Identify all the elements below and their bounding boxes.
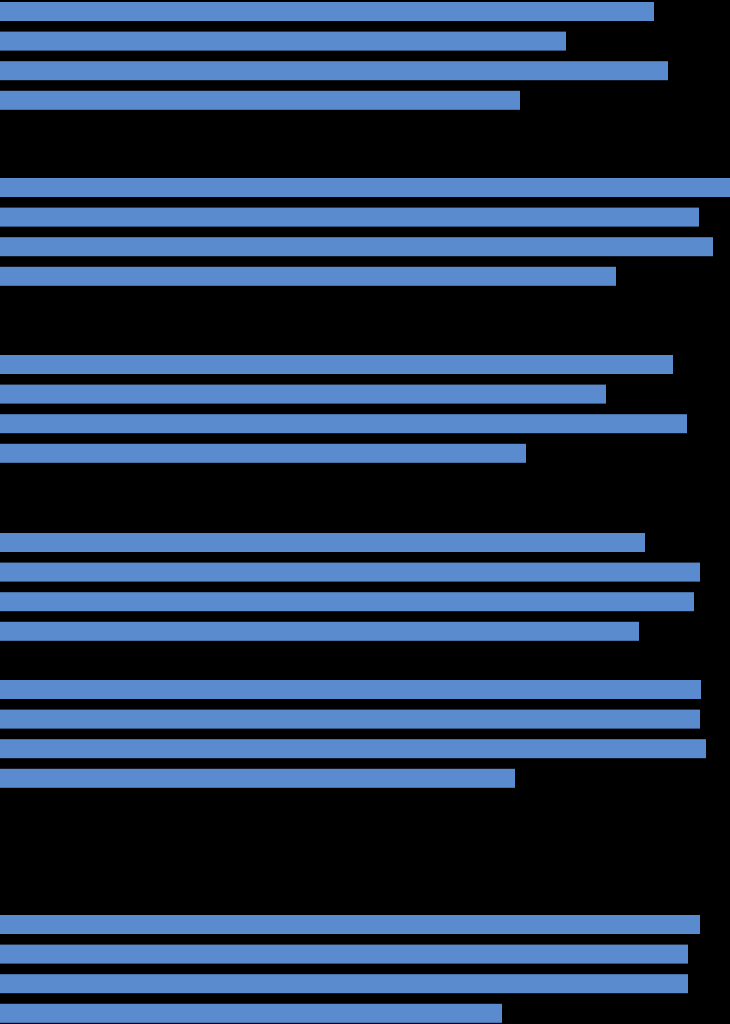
bar-4-3 (0, 592, 694, 611)
bar-3-4 (0, 444, 526, 463)
bar-6-4 (0, 1004, 502, 1023)
bar-2-4 (0, 267, 616, 286)
bar-2-2 (0, 208, 699, 227)
bar-3-2 (0, 385, 606, 404)
bar-5-1 (0, 680, 701, 699)
bar-6-1 (0, 915, 700, 934)
bar-4-4 (0, 622, 639, 641)
bar-3-3 (0, 414, 687, 433)
bar-1-1 (0, 2, 654, 21)
bar-4-1 (0, 533, 645, 552)
bar-2-1 (0, 178, 730, 197)
bar-5-4 (0, 769, 515, 788)
bar-1-2 (0, 32, 566, 51)
bar-5-2 (0, 710, 700, 729)
bar-4-2 (0, 563, 700, 582)
bar-6-2 (0, 945, 688, 964)
bar-2-3 (0, 237, 713, 256)
bar-1-4 (0, 91, 520, 110)
bar-5-3 (0, 739, 706, 758)
bar-3-1 (0, 355, 673, 374)
bar-1-3 (0, 61, 668, 80)
bar-6-3 (0, 974, 688, 993)
